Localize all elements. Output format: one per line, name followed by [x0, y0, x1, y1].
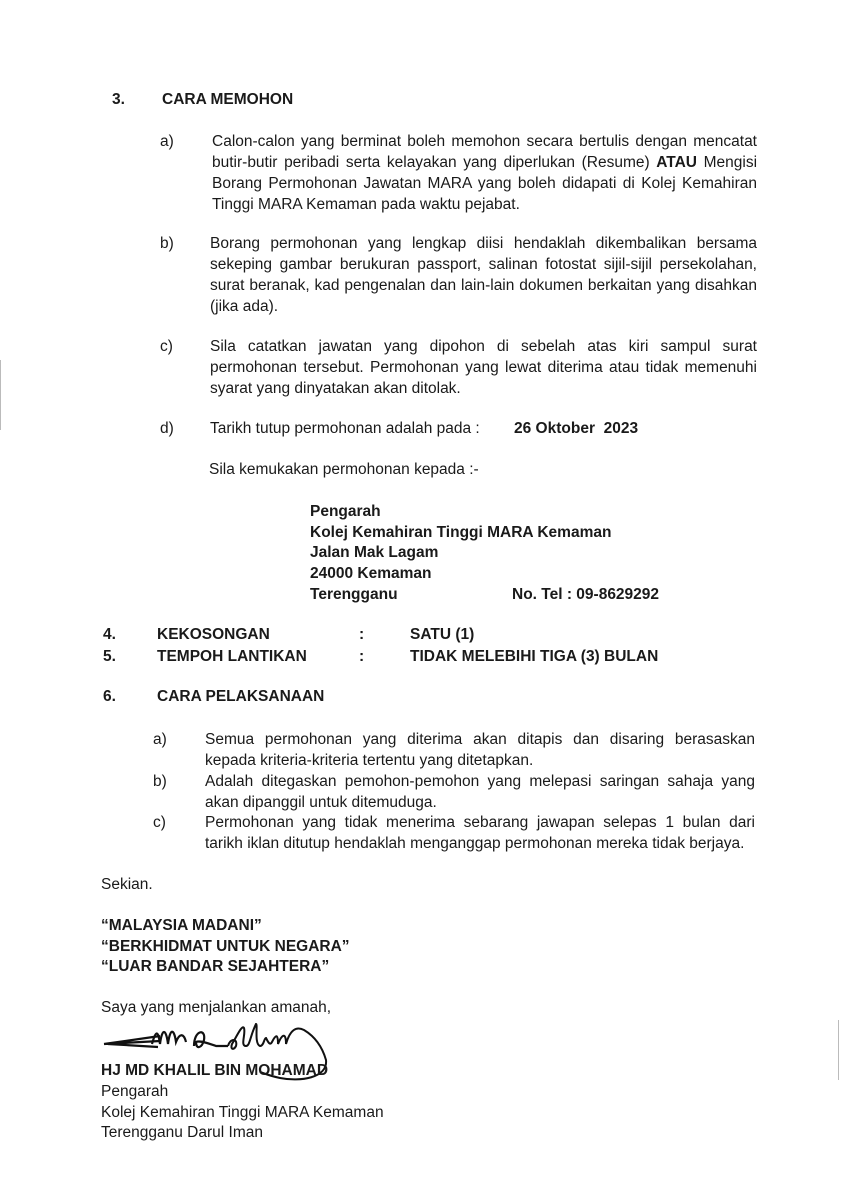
item-3c-text: Sila catatkan jawatan yang dipohon di sebelah atas kiri sampul surat permohonan tersebut. Permohonan yang lewat diterima atau tidak memenuhi syarat yang dinyatakan akan ditolak.	[210, 338, 757, 397]
term-value: TIDAK MELEBIHI TIGA (3) BULAN	[410, 648, 659, 665]
section-5-sep: :	[359, 648, 365, 665]
item-6b-label: b)	[153, 773, 167, 790]
item-6a-text: Semua permohonan yang diterima akan ditapis dan disaring berasaskan kepada kriteria-kriteria tertentu yang ditetapkan.	[205, 731, 755, 769]
address-line-4: 24000 Kemaman	[310, 565, 432, 582]
section-6-number: 6.	[103, 688, 116, 705]
item-3d-text: Tarikh tutup permohonan adalah pada :	[210, 420, 480, 437]
item-3a-text	[212, 131, 757, 215]
closing-date: 26 Oktober 2023	[514, 420, 639, 437]
section-5-number: 5.	[103, 648, 116, 665]
item-6c-text: Permohonan yang tidak menerima sebarang jawapan selepas 1 bulan dari tarikh iklan ditutup hendaklah menganggap permohonan mereka tidak berjaya.	[205, 814, 755, 852]
address-line-5: Terengganu	[310, 586, 398, 603]
signatory-title: Pengarah	[101, 1083, 169, 1100]
closing-text: Sekian.	[101, 876, 153, 893]
item-6b-text: Adalah ditegaskan pemohon-pemohon yang melepasi saringan sahaja yang akan dipanggil untuk ditemuduga.	[205, 773, 755, 811]
item-3b-label: b)	[160, 235, 174, 252]
slogan-3: “LUAR BANDAR SEJAHTERA”	[101, 958, 330, 975]
section-4-sep: :	[359, 626, 365, 643]
item-3d-label: d)	[160, 420, 174, 437]
signatory-location: Terengganu Darul Iman	[101, 1124, 263, 1141]
address-line-3: Jalan Mak Lagam	[310, 544, 439, 561]
scan-edge-mark	[0, 360, 1, 430]
slogan-2: “BERKHIDMAT UNTUK NEGARA”	[101, 938, 350, 955]
item-6a-label: a)	[153, 731, 167, 748]
section-3-number: 3.	[112, 91, 125, 108]
section-4-title: KEKOSONGAN	[157, 626, 270, 643]
item-3a-text-part: Calon-calon yang berminat boleh memohon secara bertulis dengan mencatat butir-butir peribadi serta kelayakan yang diperlukan (Resume)	[212, 133, 757, 171]
address-line-2: Kolej Kemahiran Tinggi MARA Kemaman	[310, 524, 612, 541]
signoff-text: Saya yang menjalankan amanah,	[101, 999, 332, 1016]
scan-edge-mark	[838, 1020, 839, 1080]
section-4-number: 4.	[103, 626, 116, 643]
address-line-1: Pengarah	[310, 503, 381, 520]
item-3a-text-part: Mengisi Borang Permohonan Jawatan MARA yang boleh didapati di Kolej Kemahiran Tinggi MARA Kemaman pada waktu pejabat.	[212, 154, 758, 213]
section-5-title: TEMPOH LANTIKAN	[157, 648, 307, 665]
signatory-org: Kolej Kemahiran Tinggi MARA Kemaman	[101, 1104, 384, 1121]
section-6-title: CARA PELAKSANAAN	[157, 688, 325, 705]
section-3-title: CARA MEMOHON	[162, 91, 294, 108]
item-3a-label: a)	[160, 133, 174, 150]
send-to-text: Sila kemukakan permohonan kepada :-	[209, 461, 479, 478]
signatory-name: HJ MD KHALIL BIN MOHAMAD	[101, 1062, 329, 1079]
item-3b-text: Borang permohonan yang lengkap diisi hendaklah dikembalikan bersama sekeping gambar berukuran passport, salinan fotostat sijil-sijil persekolahan, surat beranak, kad pengenalan dan lain-lain dokumen berkaitan yang disahkan (jika ada).	[210, 235, 757, 315]
vacancy-value: SATU (1)	[410, 626, 475, 643]
item-6c-label: c)	[153, 814, 166, 831]
item-3a-bold: ATAU	[656, 154, 697, 171]
slogan-1: “MALAYSIA MADANI”	[101, 917, 262, 934]
item-3c-label: c)	[160, 338, 173, 355]
phone-number: No. Tel : 09-8629292	[512, 586, 660, 603]
